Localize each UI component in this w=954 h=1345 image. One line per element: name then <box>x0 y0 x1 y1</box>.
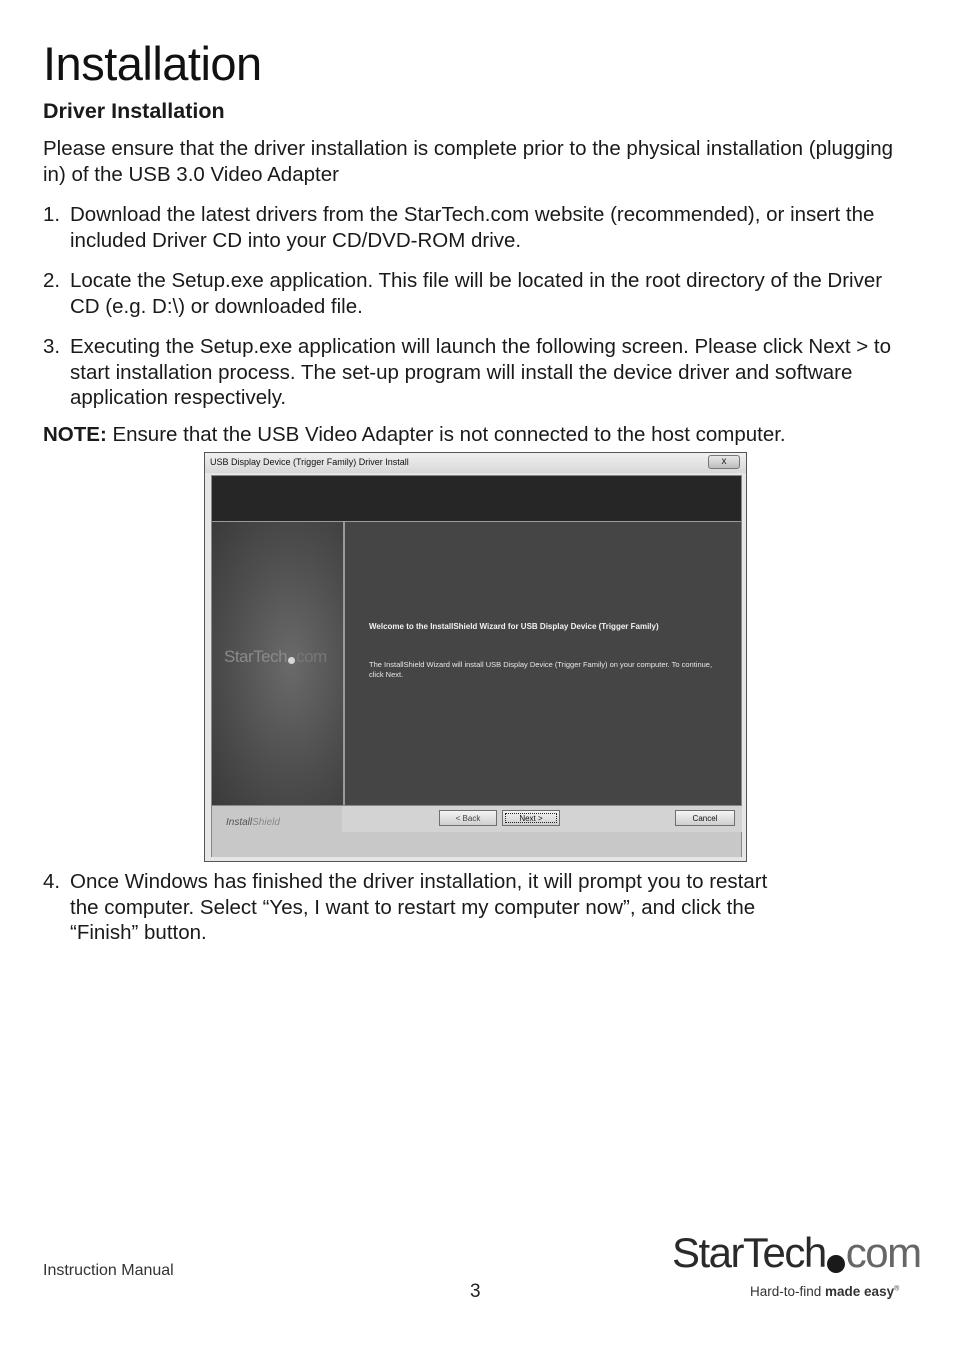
step-number: 4. <box>43 870 61 893</box>
step-text: Locate the Setup.exe application. This file will be located in the root directory of the Driver CD (e.g. D:\) or downloaded file. <box>70 269 883 318</box>
brand-dot-icon <box>827 1255 845 1273</box>
installer-content-panel <box>345 522 741 805</box>
footer-manual-label: Instruction Manual <box>43 1262 174 1279</box>
page-title: Installation <box>43 37 262 90</box>
note-text: Ensure that the USB Video Adapter is not connected to the host computer. <box>106 423 786 446</box>
back-button[interactable]: < Back <box>439 810 497 826</box>
installer-welcome-heading: Welcome to the InstallShield Wizard for USB Display Device (Trigger Family) <box>369 622 659 631</box>
logo-dot-icon <box>288 657 295 664</box>
page-number: 3 <box>470 1281 481 1302</box>
installer-client-area <box>211 475 742 857</box>
note <box>43 422 913 448</box>
installer-header-band <box>212 476 741 522</box>
next-button[interactable]: Next > <box>502 810 560 826</box>
installer-side-panel <box>212 522 343 805</box>
close-icon[interactable]: x <box>708 455 740 469</box>
step-4 <box>43 869 913 946</box>
brand-tagline: Hard-to-find made easy® <box>750 1284 900 1299</box>
step-number: 3. <box>43 335 61 358</box>
installer-button-bar <box>212 805 741 857</box>
step-1 <box>43 202 913 253</box>
button-well <box>342 806 742 832</box>
section-heading: Driver Installation <box>43 99 225 123</box>
step-2 <box>43 268 913 319</box>
installer-titlebar <box>205 453 746 473</box>
step-text: Executing the Setup.exe application will launch the following screen. Please click Next > to start installation process. The set-up program will install the device driver and software application respectively. <box>70 335 892 409</box>
installshield-logo: InstallShield <box>226 817 280 828</box>
cancel-button[interactable]: Cancel <box>675 810 735 826</box>
installer-window-title: USB Display Device (Trigger Family) Driver Install <box>210 457 409 467</box>
step-text: Once Windows has finished the driver installation, it will prompt you to restart the computer. Select “Yes, I want to restart my computer now”, and click the “Finish” button. <box>70 870 768 944</box>
startech-brand-logo: StarTech com <box>672 1229 921 1276</box>
step-number: 1. <box>43 203 61 226</box>
step-3 <box>43 334 913 411</box>
installer-screenshot <box>204 452 747 862</box>
startech-logo: StarTech com <box>224 647 327 666</box>
intro-paragraph: Please ensure that the driver installation is complete prior to the physical installation (plugging in) of the USB 3.0 Video Adapter <box>43 137 894 186</box>
installer-description: The InstallShield Wizard will install USB Display Device (Trigger Family) on your computer. To continue, click Next. <box>369 660 713 679</box>
step-text: Download the latest drivers from the StarTech.com website (recommended), or insert the included Driver CD into your CD/DVD-ROM drive. <box>70 203 875 252</box>
step-number: 2. <box>43 269 61 292</box>
note-label: NOTE: <box>43 423 107 446</box>
